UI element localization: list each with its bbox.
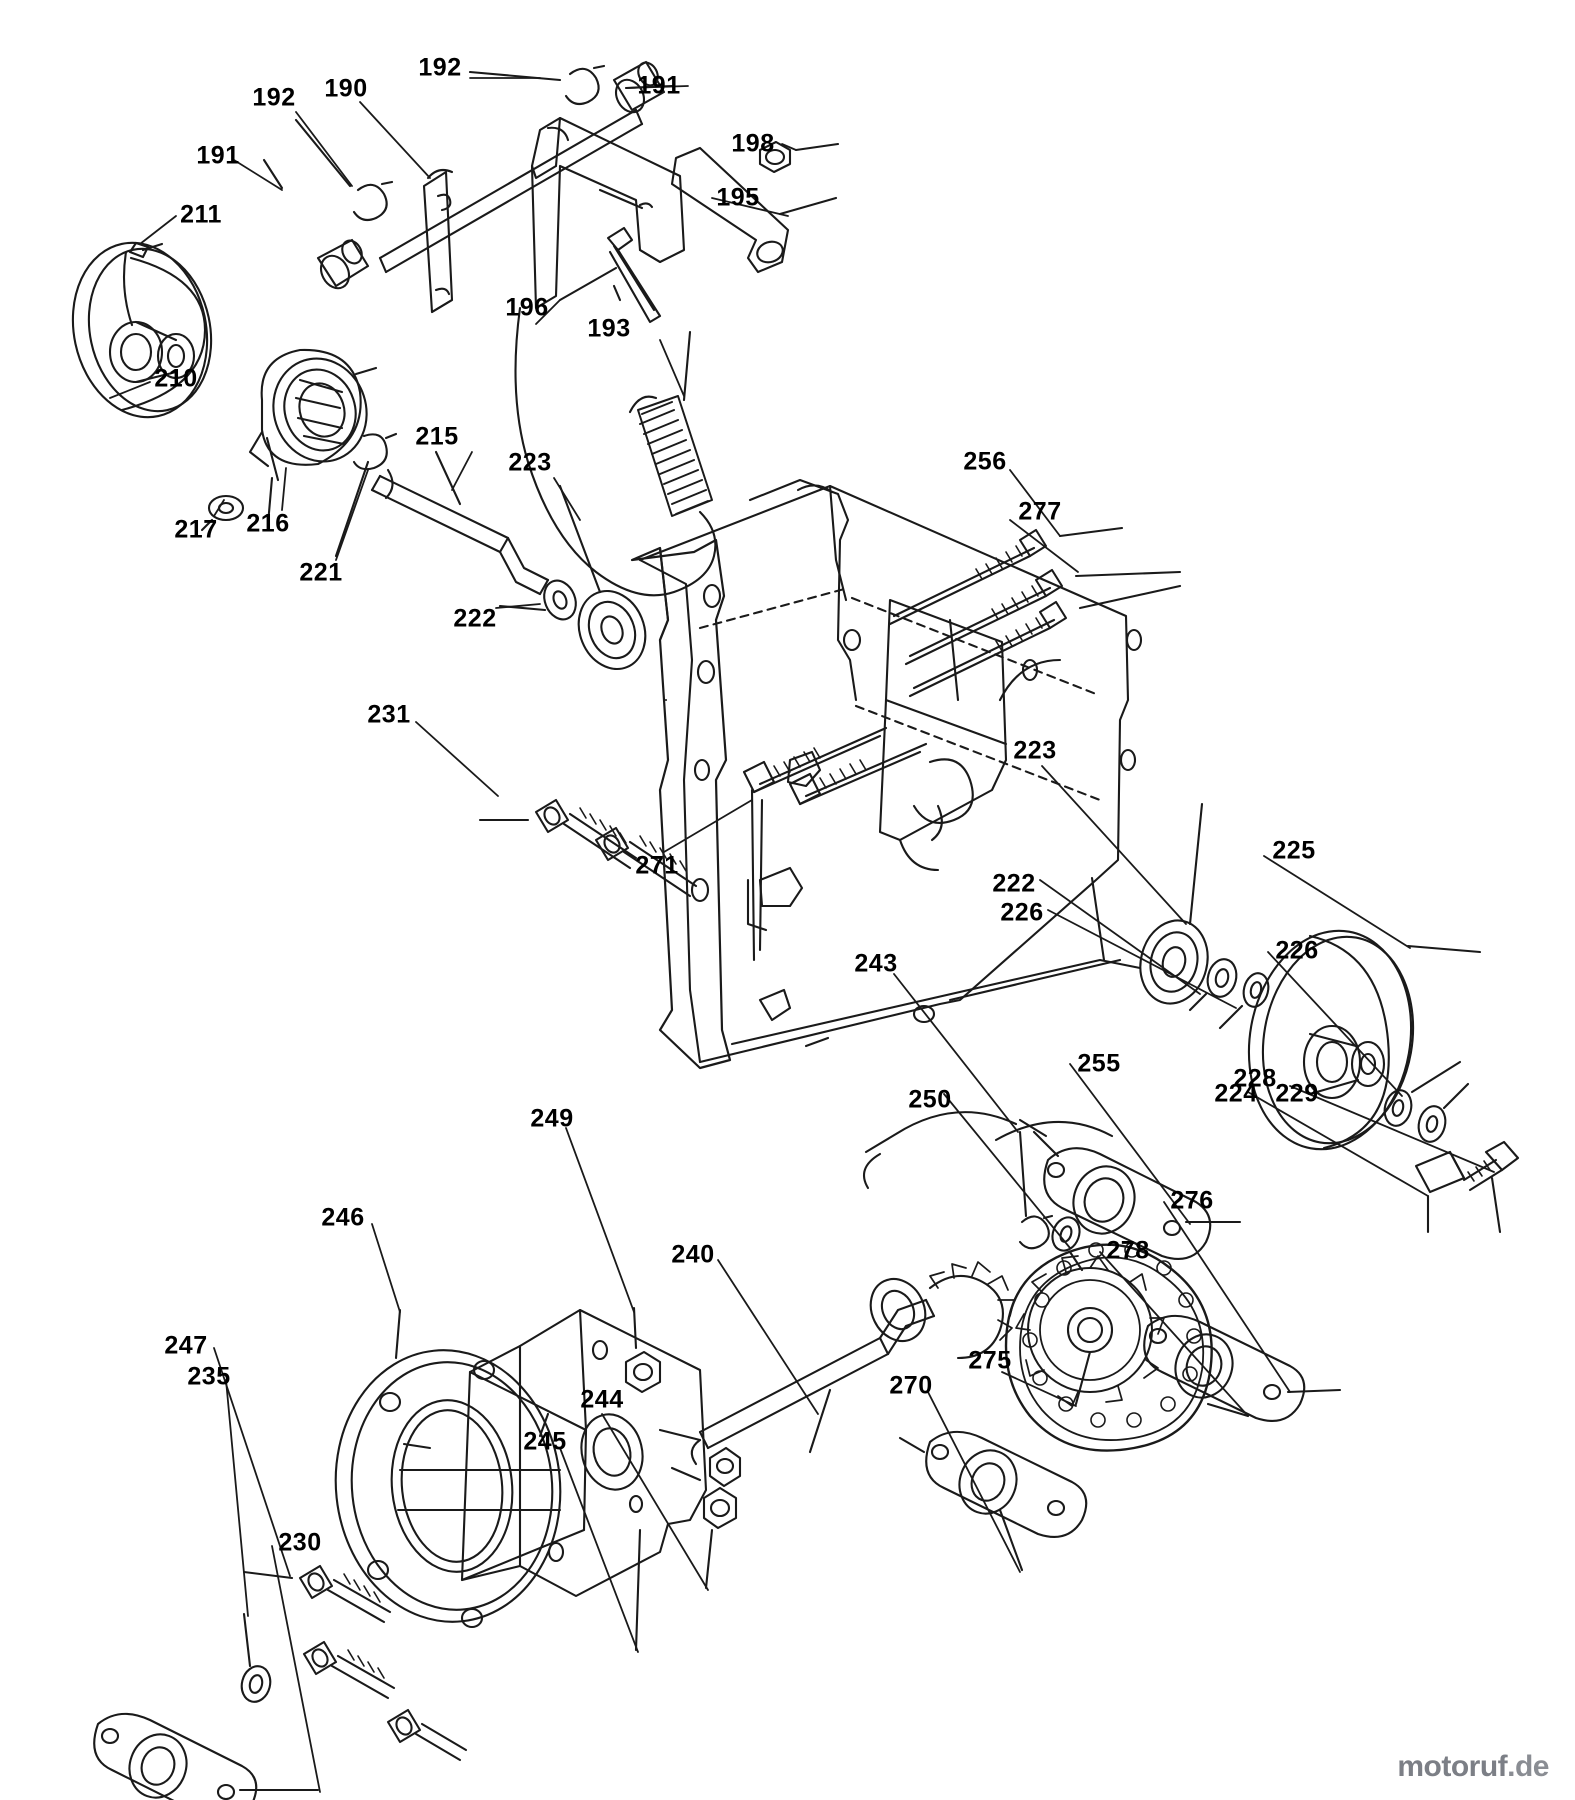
callout-217: 217: [174, 515, 218, 544]
callout-225: 225: [1272, 836, 1316, 865]
callout-224: 224: [1214, 1079, 1258, 1108]
callout-195: 195: [716, 183, 760, 212]
callout-221: 221: [299, 558, 343, 587]
callout-223: 223: [1013, 736, 1057, 765]
callout-192: 192: [418, 53, 462, 82]
callout-190: 190: [324, 74, 368, 103]
callout-256: 256: [963, 447, 1007, 476]
callout-277: 277: [1018, 497, 1062, 526]
callout-243: 243: [854, 949, 898, 978]
watermark: [1397, 1750, 1549, 1784]
callout-226: 226: [1000, 898, 1044, 927]
callout-229: 229: [1275, 1079, 1319, 1108]
callout-249: 249: [530, 1104, 574, 1133]
watermark-suffix: .de: [1507, 1750, 1549, 1783]
callout-196: 196: [505, 293, 549, 322]
callout-255: 255: [1077, 1049, 1121, 1078]
callout-191: 191: [637, 71, 681, 100]
callout-198: 198: [731, 129, 775, 158]
callout-250: 250: [908, 1085, 952, 1114]
callout-231: 231: [367, 700, 411, 729]
callout-270: 270: [889, 1371, 933, 1400]
callout-276: 276: [1170, 1186, 1214, 1215]
callout-223: 223: [508, 448, 552, 477]
callout-192: 192: [252, 83, 296, 112]
callout-245: 245: [523, 1427, 567, 1456]
callout-222: 222: [453, 604, 497, 633]
callout-191: 191: [196, 141, 240, 170]
callout-247: 247: [164, 1331, 208, 1360]
callout-210: 210: [154, 364, 198, 393]
callout-211: 211: [180, 200, 222, 229]
callout-193: 193: [587, 314, 631, 343]
callout-278: 278: [1106, 1236, 1150, 1265]
callout-226: 226: [1275, 936, 1319, 965]
callout-275: 275: [968, 1346, 1012, 1375]
callout-246: 246: [321, 1203, 365, 1232]
callout-228: 228: [1233, 1064, 1277, 1093]
callout-222: 222: [992, 869, 1036, 898]
callout-216: 216: [246, 509, 290, 538]
watermark-main: motoruf: [1397, 1750, 1508, 1783]
callout-271: 271: [635, 851, 679, 880]
callout-244: 244: [580, 1385, 624, 1414]
callout-235: 235: [187, 1362, 231, 1391]
callout-240: 240: [671, 1240, 715, 1269]
callout-230: 230: [278, 1528, 322, 1557]
callout-215: 215: [415, 422, 459, 451]
